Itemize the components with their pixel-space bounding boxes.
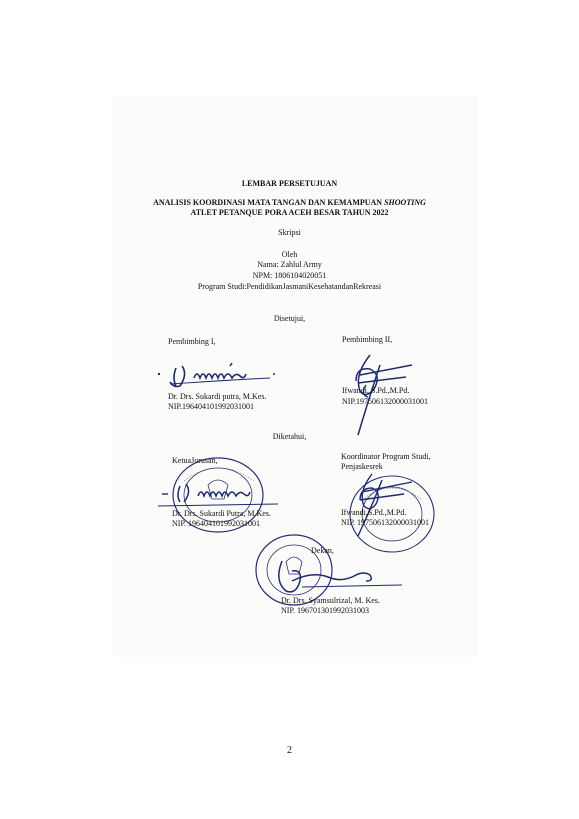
coordinator-role-line2: Penjaskesrek [341, 462, 383, 471]
student-name: Nama: Zahlul Army [257, 260, 322, 269]
department-head-nip: NIP. 196404101992031001 [172, 519, 261, 528]
by-label: Oleh [281, 250, 298, 259]
supervisor1-name: Dr. Drs. Sukardi putra, M.Kes. [168, 392, 267, 401]
dean-name: Dr. Drs. Syamsulrizal, M. Kes. [281, 596, 380, 605]
student-npm: NPM: 1806104020051 [252, 271, 327, 280]
supervisor2-role: Pembimbing II, [342, 335, 393, 344]
acknowledged-label: Diketahui, [272, 432, 307, 441]
department-head-role: KetuaJurusan, [172, 456, 218, 465]
dean-signature [262, 555, 407, 600]
dean-role: Dekan, [311, 546, 334, 555]
coordinator-name: Ifwandi,S.Pd.,M.Pd. [341, 508, 407, 517]
title-italic-term: SHOOTING [384, 198, 426, 207]
document-type: Skripsi [278, 228, 301, 237]
approved-label: Disetujui, [273, 314, 306, 323]
page-number: 2 [287, 745, 292, 756]
title-prefix: ANALISIS KOORDINASI MATA TANGAN DAN KEMAMPUAN [153, 198, 385, 207]
supervisor1-nip: NIP.196404101992031001 [168, 402, 255, 411]
supervisor2-nip: NIP.197506132000031001 [342, 397, 429, 406]
sheet-heading: LEMBAR PERSETUJUAN [241, 179, 338, 188]
supervisor1-signature [150, 358, 280, 390]
coordinator-signature [330, 470, 430, 540]
coordinator-nip: NIP. 197506132000031001 [341, 518, 430, 527]
dean-nip: NIP. 196701301992031003 [281, 606, 370, 615]
department-head-signature [158, 472, 278, 512]
coordinator-role-line1: Koordinator Program Studi, [341, 452, 431, 461]
department-head-name: Dr. Drs. Sukardi Putra, M.Kes. [172, 509, 271, 518]
thesis-title-line1 [0, 198, 579, 208]
supervisor2-name: Ifwandi, S.Pd.,M.Pd. [342, 386, 410, 395]
thesis-title-line2: ATLET PETANQUE PORA ACEH BESAR TAHUN 2022 [190, 208, 389, 217]
supervisor1-role: Pembimbing I, [168, 337, 216, 346]
study-program: Program Studi:PendidikanJasmaniKesehatandanRekreasi [197, 282, 382, 291]
